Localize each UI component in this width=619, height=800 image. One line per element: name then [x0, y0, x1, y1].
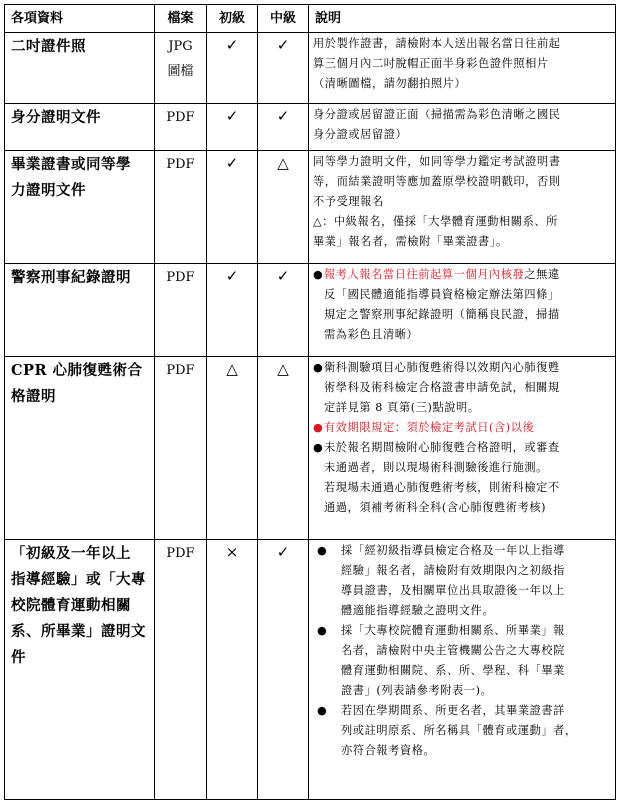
intermediate-mark: ✓	[258, 540, 309, 800]
table-row	[5, 264, 616, 357]
file-type: PDF	[155, 264, 207, 357]
bullet-item: ● 報考人報名當日往前起算一個月內核發之無違	[313, 265, 611, 285]
file-type: PDF	[155, 540, 207, 800]
header-file: 檔案	[155, 5, 207, 33]
bullet-item: ● 若因在學期間系、所更名者，其畢業證書詳 列或註明原系、所名稱具「體育或運動」者， 亦符合報考資格。	[313, 701, 611, 761]
header-intermediate: 中級	[258, 5, 309, 33]
item-name: CPR 心肺復甦術合 格證明	[5, 357, 155, 540]
bullet-icon: ●	[313, 441, 324, 454]
description: ● 報考人報名當日往前起算一個月內核發之無違 反「國民體適能指導員資格檢定辦法第四條」 規定之警察刑事紀錄證明（簡稱良民證，掃描 需為彩色且清晰）	[309, 264, 616, 357]
header-item: 各項資料	[5, 5, 155, 33]
description: 同等學力證明文件，如同等學力鑑定考試證明書 等，而結業證明等應加蓋原學校證明戳印，否則 不予受理報名 △：中級報名，僅採「大學體育運動相關系、所 畢業」報名者，需檢附「畢業證書」。	[309, 151, 616, 264]
item-name: 畢業證書或同等學 力證明文件	[5, 151, 155, 264]
header-description: 說明	[309, 5, 616, 33]
table-row	[5, 151, 616, 264]
intermediate-mark: △	[258, 357, 309, 540]
basic-mark: △	[207, 357, 258, 540]
basic-mark: ✓	[207, 33, 258, 104]
description	[309, 540, 616, 800]
description: ● 衛科測驗項目心肺復甦術得以效期內心肺復甦 術學科及術科檢定合格證書申請免試，相關規 定詳見第 8 頁第(三)點說明。 ● 有效期限規定：須於檢定考試日(含)以後 ● 未於報名期間檢附心肺復甦合格證明，或審查 未通過者，則以現場術科測驗後進行施測。 若現場未通過心肺復甦術考核，則術科檢定不 通過，須補考術科全科(含心肺復甦術考核)	[309, 357, 616, 540]
item-name: 身分證明文件	[5, 104, 155, 151]
table-row	[5, 357, 616, 540]
intermediate-mark: △	[258, 151, 309, 264]
highlight-text: 報考人報名當日往前起算一個月內核發	[324, 268, 525, 281]
intermediate-mark: ✓	[258, 104, 309, 151]
basic-mark: ✓	[207, 264, 258, 357]
bullet-icon: ●	[313, 421, 324, 434]
file-type: PDF	[155, 104, 207, 151]
basic-mark: ✓	[207, 104, 258, 151]
header-basic: 初級	[207, 5, 258, 33]
bullet-icon: ●	[317, 624, 328, 637]
header-row	[5, 5, 616, 33]
file-type: PDF	[155, 151, 207, 264]
table-row	[5, 33, 616, 104]
description: 用於製作證書，請檢附本人送出報名當日往前起 算三個月內二吋脫帽正面半身彩色證件照相片 （清晰圖檔，請勿翻拍照片）	[309, 33, 616, 104]
bullet-icon: ●	[317, 704, 328, 717]
item-name: 警察刑事紀錄證明	[5, 264, 155, 357]
item-name: 二吋證件照	[5, 33, 155, 104]
basic-mark: ×	[207, 540, 258, 800]
bullet-item: ● 採「大專校院體育運動相關系、所畢業」報 名者，請檢附中央主管機關公告之大專校院 體育運動相關院、系、所、學程、科「畢業 證書」(列表請參考附表一)。	[313, 621, 611, 701]
file-type: JPG 圖檔	[155, 33, 207, 104]
intermediate-mark: ✓	[258, 33, 309, 104]
description: 身分證或居留證正面（掃描需為彩色清晰之國民 身分證或居留證）	[309, 104, 616, 151]
bullet-item: ● 未於報名期間檢附心肺復甦合格證明，或審查 未通過者，則以現場術科測驗後進行施測。	[313, 438, 611, 478]
bullet-item	[313, 418, 611, 438]
file-type: PDF	[155, 357, 207, 540]
table-row	[5, 104, 616, 151]
bullet-icon: ●	[313, 361, 324, 374]
highlight-text: 有效期限規定：須於檢定考試日(含)以後	[324, 421, 535, 434]
bullet-icon: ●	[317, 544, 328, 557]
basic-mark: ✓	[207, 151, 258, 264]
intermediate-mark: ✓	[258, 264, 309, 357]
requirements-table	[4, 4, 616, 800]
bullet-item: ● 衛科測驗項目心肺復甦術得以效期內心肺復甦 術學科及術科檢定合格證書申請免試，相關規 定詳見第 8 頁第(三)點說明。	[313, 358, 611, 418]
bullet-item: ● 採「經初級指導員檢定合格及一年以上指導 經驗」報名者，請檢附有效期限內之初級指 導員證書，及相關單位出具取證後一年以上 體適能指導經驗之證明文件。	[313, 541, 611, 621]
bullet-icon: ●	[313, 268, 324, 281]
table-row	[5, 540, 616, 800]
item-name: 「初級及一年以上 指導經驗」或「大專 校院體育運動相關 系、所畢業」證明文 件	[5, 540, 155, 800]
